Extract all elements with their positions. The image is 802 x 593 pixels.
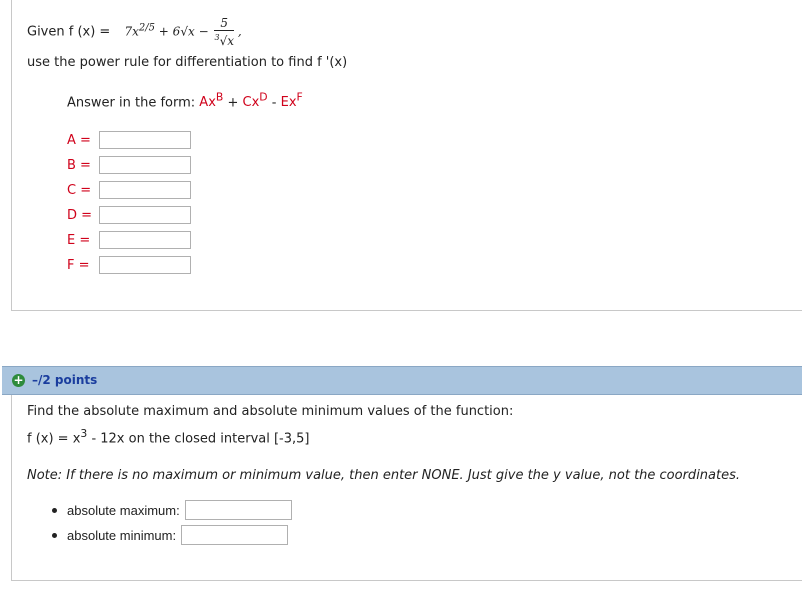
absolute-minimum-item — [52, 525, 288, 545]
answer-row-e — [67, 229, 191, 251]
sqrt-icon: √ — [180, 24, 188, 39]
answer-row-b — [67, 154, 191, 176]
points-label: –/2 points — [32, 373, 98, 387]
question-1-panel — [11, 0, 802, 311]
answer-row-a — [67, 129, 191, 151]
answer-row-f — [67, 254, 191, 276]
absolute-maximum-input[interactable] — [185, 500, 292, 520]
root-icon: √ — [219, 34, 228, 48]
bullet-icon — [52, 533, 57, 538]
input-a[interactable] — [99, 131, 191, 149]
input-d[interactable] — [99, 206, 191, 224]
input-b[interactable] — [99, 156, 191, 174]
given-prefix: Given f (x) = — [27, 24, 111, 40]
instruction-text: use the power rule for differentiation to find f '(x) — [27, 55, 348, 70]
note-text: Note: If there is no maximum or minimum value, then enter NONE. Just give the y value, not the coordinates. — [27, 468, 741, 483]
absolute-minimum-label: absolute minimum: — [67, 527, 177, 543]
absolute-minimum-input[interactable] — [181, 525, 288, 545]
label-a: A = — [67, 132, 91, 148]
answer-row-c — [67, 179, 191, 201]
question-2-panel — [11, 395, 802, 581]
function-definition: f $(x) = x^3 - 12x$ on the closed interval [-3,5] — [27, 427, 310, 447]
question-2-prompt: Find the absolute maximum and absolute minimum values of the function: — [27, 404, 514, 419]
fraction: $\frac{5}{^3√x}$ — [214, 16, 234, 48]
label-d: D = — [67, 207, 93, 223]
input-c[interactable] — [99, 181, 191, 199]
question-2-header — [2, 366, 802, 395]
bullet-icon — [52, 508, 57, 513]
input-f[interactable] — [99, 256, 191, 274]
answer-form-line: Answer in the form: $Ax^B + Cx^D - Ex^F$ — [67, 91, 303, 111]
plus-icon[interactable]: + — [13, 373, 24, 387]
label-c: C = — [67, 182, 92, 198]
absolute-maximum-item — [52, 500, 292, 520]
label-f: F = — [67, 257, 90, 273]
label-e: E = — [67, 232, 91, 248]
input-e[interactable] — [99, 231, 191, 249]
label-b: B = — [67, 157, 91, 173]
absolute-maximum-label: absolute maximum: — [67, 502, 180, 518]
given-function — [27, 16, 242, 48]
answer-row-d — [67, 204, 191, 226]
function-formula: $7x^{2/5} + 6√x$ − $\frac{5}{^3√x}$ , — [124, 16, 242, 48]
